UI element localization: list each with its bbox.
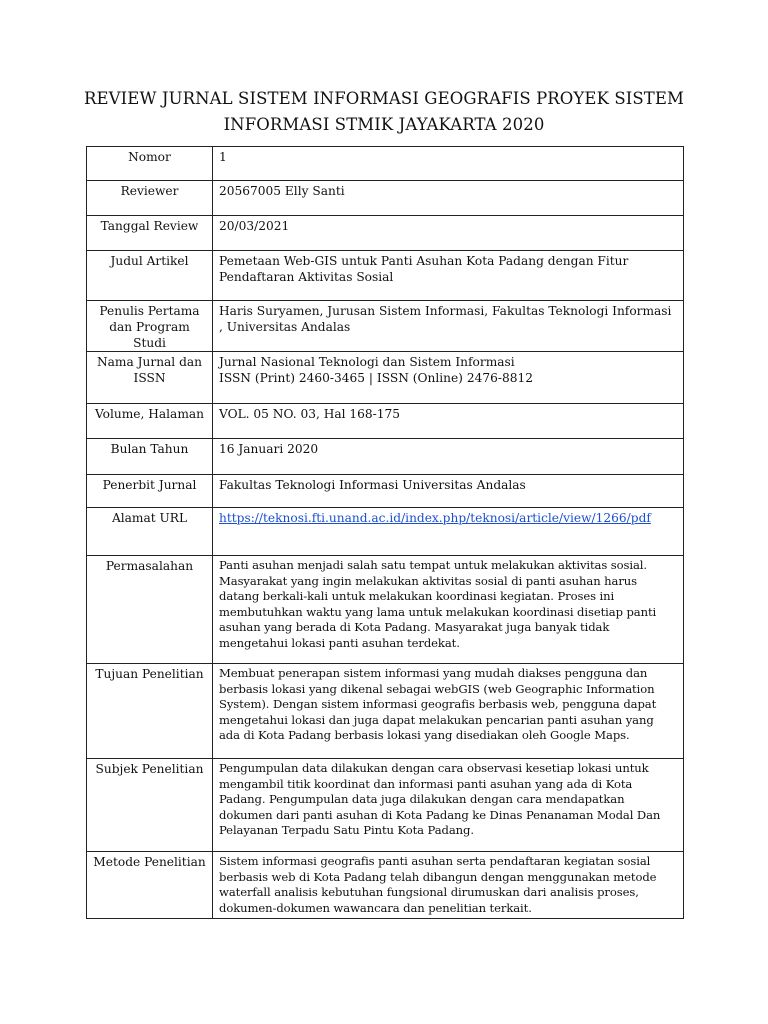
row-value bbox=[213, 508, 684, 556]
row-value: Haris Suryamen, Jurusan Sistem Informasi, Fakultas Teknologi Informasi , Universitas Andalas bbox=[213, 301, 684, 352]
row-label: Bulan Tahun bbox=[87, 439, 213, 475]
row-label: Nama Jurnal dan ISSN bbox=[87, 352, 213, 404]
table-row-alamat-url bbox=[87, 508, 684, 556]
table-row-metode-penelitian bbox=[87, 852, 684, 919]
row-value: Sistem informasi geografis panti asuhan serta pendaftaran kegiatan sosial berbasis web di Kota Padang telah dibangun dengan menggunakan metode waterfall analisis kebutuhan fungsional dirumuskan dari analisis proses, dokumen-dokumen wawancara dan penelitian terkait. bbox=[213, 852, 684, 919]
row-value: 20/03/2021 bbox=[213, 216, 684, 251]
row-value bbox=[213, 352, 684, 404]
table-row-judul-artikel bbox=[87, 251, 684, 301]
row-value: Membuat penerapan sistem informasi yang mudah diakses pengguna dan berbasis lokasi yang dikenal sebagai webGIS (web Geographic Information System). Dengan sistem informasi geografis berbasis web, pengguna dapat mengetahui lokasi dan juga dapat melakukan pencarian panti asuhan yang ada di Kota Padang berbasis lokasi yang disediakan oleh Google Maps. bbox=[213, 664, 684, 759]
row-value: Pemetaan Web-GIS untuk Panti Asuhan Kota Padang dengan Fitur Pendaftaran Aktivitas Sosial bbox=[213, 251, 684, 301]
row-label: Volume, Halaman bbox=[87, 404, 213, 439]
row-label: Judul Artikel bbox=[87, 251, 213, 301]
table-row-volume bbox=[87, 404, 684, 439]
row-label: Alamat URL bbox=[87, 508, 213, 556]
page-title bbox=[84, 86, 684, 138]
table-row-nama-jurnal bbox=[87, 352, 684, 404]
row-value: Panti asuhan menjadi salah satu tempat untuk melakukan aktivitas sosial. Masyarakat yang ingin melakukan aktivitas sosial di panti asuhan harus datang berkali-kali untuk melakukan koordinasi kegiatan. Proses ini membutuhkan waktu yang lama untuk melakukan koordinasi disetiap panti asuhan yang berada di Kota Padang. Masyarakat juga banyak tidak mengetahui lokasi panti asuhan terdekat. bbox=[213, 556, 684, 664]
row-value: 16 Januari 2020 bbox=[213, 439, 684, 475]
row-label: Nomor bbox=[87, 147, 213, 181]
table-row-reviewer bbox=[87, 181, 684, 216]
table-row-penerbit bbox=[87, 475, 684, 508]
row-value: VOL. 05 NO. 03, Hal 168-175 bbox=[213, 404, 684, 439]
row-value: Fakultas Teknologi Informasi Universitas Andalas bbox=[213, 475, 684, 508]
title-line-1: REVIEW JURNAL SISTEM INFORMASI GEOGRAFIS PROYEK SISTEM bbox=[84, 89, 685, 108]
table-row-tujuan-penelitian bbox=[87, 664, 684, 759]
row-label: Penulis Pertama dan Program Studi bbox=[87, 301, 213, 352]
article-url-link[interactable]: https://teknosi.fti.unand.ac.id/index.php/teknosi/article/view/1266/pdf bbox=[219, 511, 651, 525]
row-label: Metode Penelitian bbox=[87, 852, 213, 919]
title-line-2: INFORMASI STMIK JAYAKARTA 2020 bbox=[223, 115, 545, 134]
review-table bbox=[86, 146, 684, 919]
row-label: Reviewer bbox=[87, 181, 213, 216]
row-label: Tujuan Penelitian bbox=[87, 664, 213, 759]
row-label: Permasalahan bbox=[87, 556, 213, 664]
row-label: Tanggal Review bbox=[87, 216, 213, 251]
row-label: Penerbit Jurnal bbox=[87, 475, 213, 508]
table-row-bulan-tahun bbox=[87, 439, 684, 475]
table-row-nomor bbox=[87, 147, 684, 181]
journal-issn: ISSN (Print) 2460-3465 | ISSN (Online) 2476-8812 bbox=[219, 371, 533, 385]
row-value: 20567005 Elly Santi bbox=[213, 181, 684, 216]
table-row-permasalahan bbox=[87, 556, 684, 664]
table-row-penulis bbox=[87, 301, 684, 352]
table-row-tanggal-review bbox=[87, 216, 684, 251]
row-value: 1 bbox=[213, 147, 684, 181]
journal-name: Jurnal Nasional Teknologi dan Sistem Informasi bbox=[219, 355, 515, 369]
row-value: Pengumpulan data dilakukan dengan cara observasi kesetiap lokasi untuk mengambil titik koordinat dan informasi panti asuhan yang ada di Kota Padang. Pengumpulan data juga dilakukan dengan cara mendapatkan dokumen dari panti asuhan di Kota Padang ke Dinas Penanaman Modal Dan Pelayanan Terpadu Satu Pintu Kota Padang. bbox=[213, 759, 684, 852]
row-label: Subjek Penelitian bbox=[87, 759, 213, 852]
table-row-subjek-penelitian bbox=[87, 759, 684, 852]
